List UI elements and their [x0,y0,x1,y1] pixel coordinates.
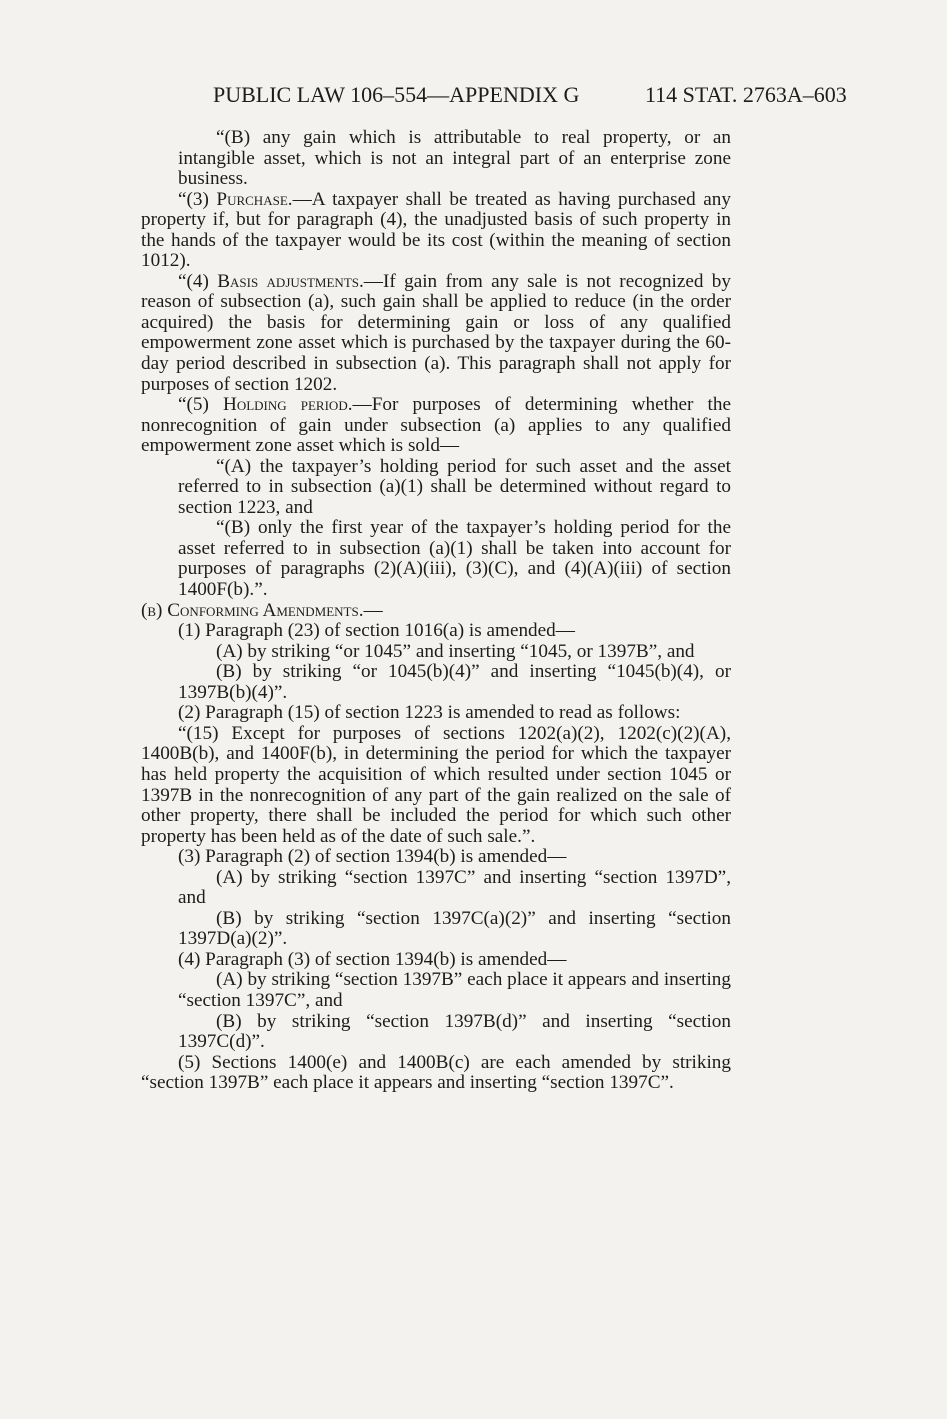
amendment-4-b: (B) by striking “section 1397B(d)” and inserting “section 1397C(d)”. [178,1010,731,1053]
section-b-conforming-amendments: (b) Conforming Amendments.— [141,599,383,621]
header-title: PUBLIC LAW 106–554—APPENDIX G [213,82,580,107]
amendment-3: (3) Paragraph (2) of section 1394(b) is amended— [178,846,567,868]
paragraph-5-a: “(A) the taxpayer’s holding period for such asset and the asset referred to in subsection (a)(1) shall be determined without regard to section 1223, and [178,455,731,518]
amendment-5: (5) Sections 1400(e) and 1400B(c) are each amended by striking “section 1397B” each place it appears and inserting “section 1397C”. [141,1051,731,1094]
paragraph-heading: “(4) Basis adjustments. [178,270,364,292]
paragraph-purchase: “(3) Purchase.—A taxpayer shall be treated as having purchased any property if, but for paragraph (4), the unadjusted basis of such property in the hands of the taxpayer would be its cost (within the meaning of section 1012). [141,188,731,272]
paragraph-basis-adjustments: “(4) Basis adjustments.—If gain from any sale is not recognized by reason of subsection (a), such gain shall be applied to reduce (in the order acquired) the basis for determining gain or loss of any qualified empowerment zone asset which is purchased by the taxpayer during the 60-day period described in subsection (a). This paragraph shall not apply for purposes of section 1202. [141,270,731,395]
amendment-2: (2) Paragraph (15) of section 1223 is amended to read as follows: [178,702,681,724]
paragraph-heading: “(5) Holding period. [178,394,353,416]
amendment-2-text: “(15) Except for purposes of sections 1202(a)(2), 1202(c)(2)(A), 1400B(b), and 1400F(b), in determining the period for which the taxpayer has held property the acquisition of which resulted under section 1045 or 1397B in the nonrecognition of any part of the gain realized on the sale of other property, there shall be included the period for which such other property has been held as of the date of such sale.”. [141,722,731,847]
paragraph-heading: “(3) Purchase. [178,188,293,210]
paragraph-3b-b: “(B) any gain which is attributable to real property, or an intangible asset, which is not an integral part of an enterprise zone business. [178,127,731,190]
page-header [0,80,947,110]
amendment-3-b: (B) by striking “section 1397C(a)(2)” and inserting “section 1397D(a)(2)”. [178,907,731,950]
amendment-1-b: (B) by striking “or 1045(b)(4)” and inserting “1045(b)(4), or 1397B(b)(4)”. [178,661,731,703]
paragraph-holding-period: “(5) Holding period.—For purposes of determining whether the nonrecognition of gain under subsection (a) applies to any qualified empowerment zone asset which is sold— [141,394,731,457]
document-body [141,128,731,1094]
paragraph-5-b: “(B) only the first year of the taxpayer’s holding period for the asset referred to in subsection (a)(1) shall be taken into account for purposes of paragraphs (2)(A)(iii), (3)(C), and (4)(A)(iii) of section 1400F(b).”. [178,517,731,601]
section-heading: (b) Conforming Amendments. [141,599,364,621]
amendment-1-a: (A) by striking “or 1045” and inserting “1045, or 1397B”, and [216,640,695,662]
amendment-4-a: (A) by striking “section 1397B” each place it appears and inserting “section 1397C”, and [178,969,731,1011]
header-page-ref: 114 STAT. 2763A–603 [645,82,847,107]
amendment-1: (1) Paragraph (23) of section 1016(a) is amended— [178,620,575,642]
amendment-3-a: (A) by striking “section 1397C” and inserting “section 1397D”, and [178,866,731,909]
amendment-4: (4) Paragraph (3) of section 1394(b) is amended— [178,948,567,970]
